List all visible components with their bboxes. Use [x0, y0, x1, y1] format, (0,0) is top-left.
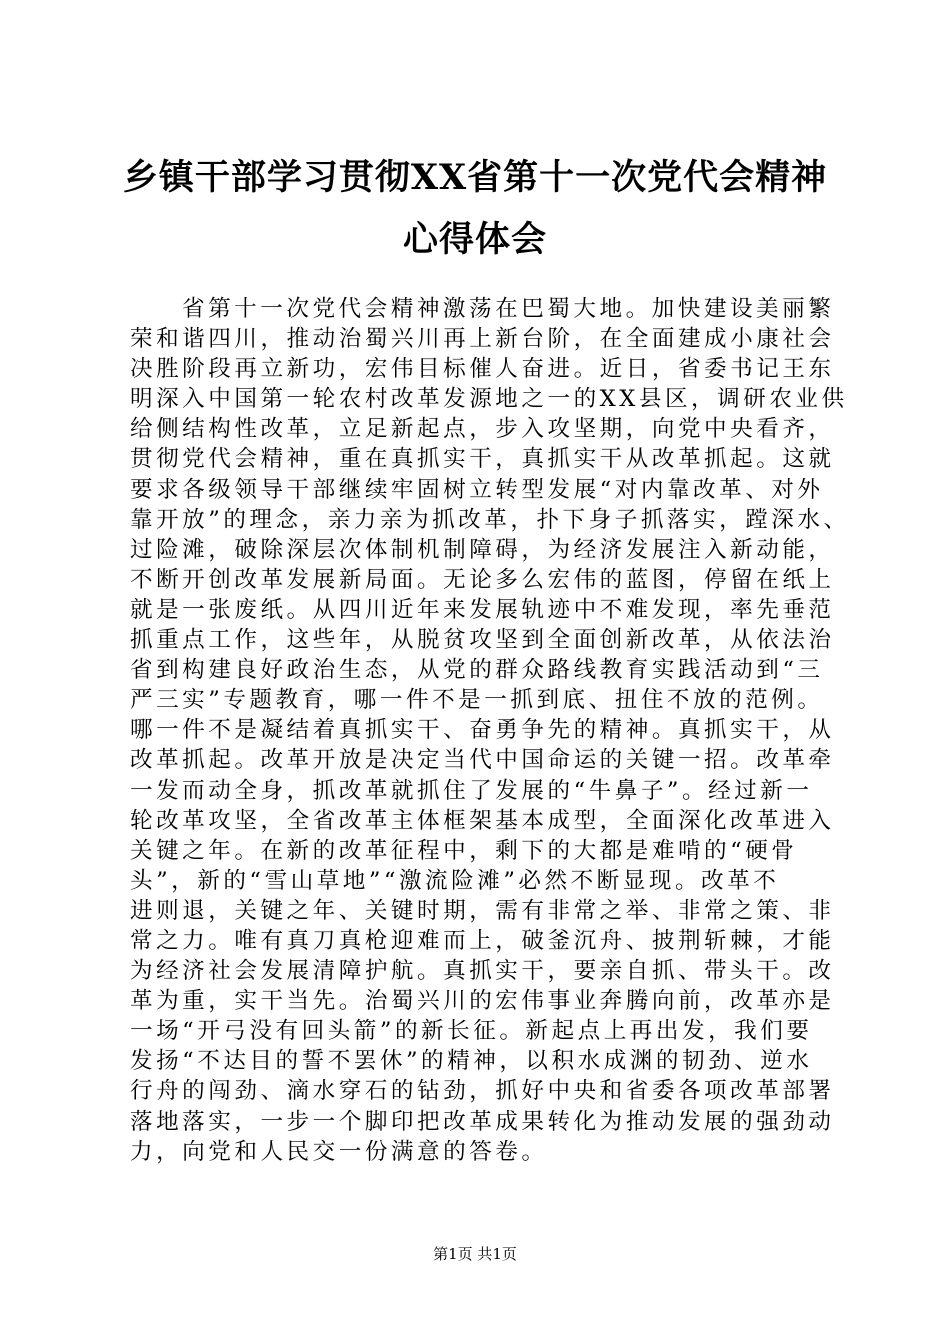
- paragraph-line: 给侧结构性改革，立足新起点，步入攻坚期，向党中央看齐，: [130, 416, 835, 443]
- paragraph-line: 要求各级领导干部继续牢固树立转型发展“对内靠改革、对外: [130, 476, 824, 503]
- paragraph-line: 决胜阶段再立新功，宏伟目标催人奋进。近日，省委书记王东: [130, 356, 835, 383]
- paragraph-line: 一场“开弓没有回头箭”的新长征。新起点上再出发，我们要: [130, 1018, 813, 1045]
- paragraph-line: 落地落实，一步一个脚印把改革成果转化为推动发展的强劲动: [130, 1108, 835, 1135]
- paragraph-line: 抓重点工作，这些年，从脱贫攻坚到全面创新改革，从依法治: [130, 627, 835, 654]
- paragraph-line: 行舟的闯劲、滴水穿石的钻劲，抓好中央和省委各项改革部署: [130, 1078, 835, 1105]
- paragraph-line: 省第十一次党代会精神激荡在巴蜀大地。加快建设美丽繁: [182, 296, 835, 322]
- paragraph-line: 改革抓起。改革开放是决定当代中国命运的关键一招。改革牵: [130, 747, 835, 774]
- paragraph-line: 力，向党和人民交一份满意的答卷。: [130, 1138, 548, 1165]
- paragraph-line: 为经济社会发展清障护航。真抓实干，要亲自抓、带头干。改: [130, 958, 835, 985]
- paragraph-line: 过险滩，破除深层次体制机制障碍，为经济发展注入新动能，: [130, 536, 835, 563]
- paragraph-line: 关键之年。在新的改革征程中，剩下的大都是难啃的“硬骨: [130, 837, 798, 864]
- paragraph-line: 贯彻党代会精神，重在真抓实干，真抓实干从改革抓起。这就: [130, 446, 835, 473]
- page-footer: 第1页 共1页: [433, 1245, 517, 1263]
- paragraph-line: 轮改革攻坚，全省改革主体框架基本成型，全面深化改革进入: [130, 807, 835, 834]
- paragraph-line: 就是一张废纸。从四川近年来发展轨迹中不难发现，率先垂范: [130, 596, 835, 623]
- paragraph-line: 荣和谐四川，推动治蜀兴川再上新台阶，在全面建成小康社会: [130, 326, 835, 353]
- paragraph-line: 靠开放”的理念，亲力亲为抓改革，扑下身子抓落实，蹚深水、: [130, 506, 850, 533]
- paragraph-line: 革为重，实干当先。治蜀兴川的宏伟事业奔腾向前，改革亦是: [130, 988, 835, 1015]
- paragraph-line: 一发而动全身，抓改革就抓住了发展的“牛鼻子”。经过新一: [130, 777, 813, 804]
- body-paragraph: [130, 294, 850, 1167]
- paragraph-line: 哪一件不是凝结着真抓实干、奋勇争先的精神。真抓实干，从: [130, 717, 835, 744]
- paragraph-line: 进则退，关键之年、关键时期，需有非常之举、非常之策、非: [130, 897, 835, 924]
- title-line-1: 乡镇干部学习贯彻XX省第十一次党代会精神: [122, 157, 828, 198]
- paragraph-line: 省到构建良好政治生态，从党的群众路线教育实践活动到“三: [130, 657, 824, 684]
- title-line-2: 心得体会: [402, 219, 547, 260]
- paragraph-line: 明深入中国第一轮农村改革发源地之一的XX县区，调研农业供: [130, 386, 848, 413]
- paragraph-line: 发扬“不达目的誓不罢休”的精神，以积水成渊的韧劲、逆水: [130, 1048, 813, 1075]
- paragraph-line: 头”，新的“雪山草地”“激流险滩”必然不断显现。改革不: [130, 867, 780, 894]
- paragraph-line: 常之力。唯有真刀真枪迎难而上，破釜沉舟、披荆斩棘，才能: [130, 927, 835, 954]
- paragraph-line: 严三实”专题教育，哪一件不是一抓到底、扭住不放的范例。: [130, 687, 824, 714]
- paragraph-line: 不断开创改革发展新局面。无论多么宏伟的蓝图，停留在纸上: [130, 566, 835, 593]
- document-title: [0, 158, 950, 260]
